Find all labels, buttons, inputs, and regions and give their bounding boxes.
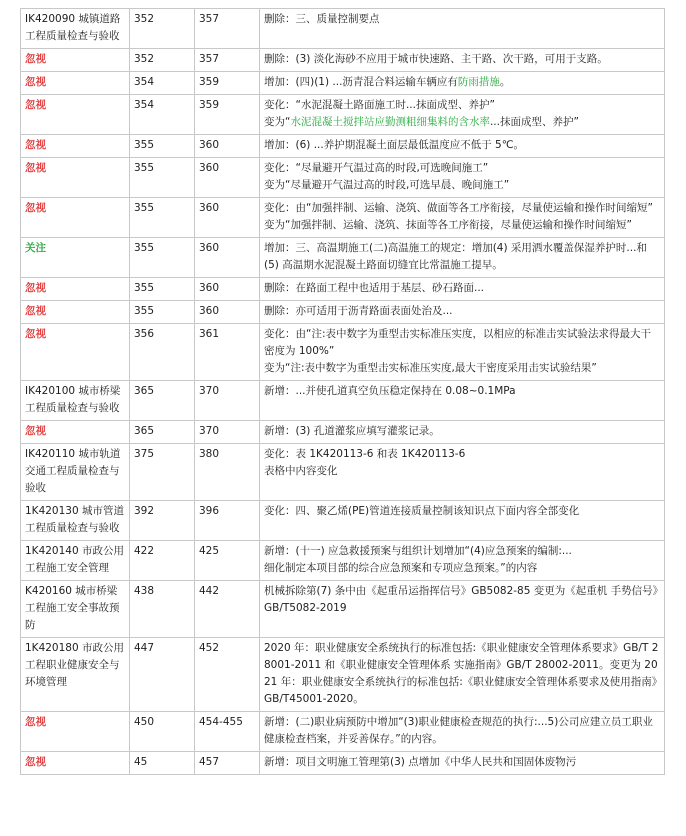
- change-description: [260, 381, 665, 421]
- table-row: [21, 581, 665, 638]
- ignore-tag: 忽视: [21, 95, 130, 135]
- table-row: [21, 238, 665, 278]
- description-text: 机械拆除第(7) 条中由《起重吊运指挥信号》GB5082-85 变更为《起重机 手势信号》GB/T5082-2019: [264, 585, 658, 614]
- description-text: 变为“: [264, 116, 291, 128]
- description-text: 新增：...并使孔道真空负压稳定保持在 0.08~0.1MPa: [264, 385, 516, 397]
- ignore-tag: 忽视: [21, 49, 130, 72]
- description-text: 表格中内容变化: [264, 465, 338, 477]
- change-description: [260, 135, 665, 158]
- description-text: 变化：“尽量避开气温过高的时段,可选晚间施工”: [264, 162, 489, 174]
- description-line: [264, 754, 660, 771]
- new-page-number: 380: [195, 444, 260, 501]
- old-page-number: 355: [130, 278, 195, 301]
- description-line: [264, 463, 660, 480]
- description-text: 新增：(十一) 应急救援预案与组织计划增加“(4)应急预案的编制:...: [264, 545, 572, 557]
- description-line: [264, 74, 660, 91]
- description-text: 变化：由“加强拌制、运输、浇筑、做面等各工序衔接，尽量使运输和操作时间缩短”: [264, 202, 653, 214]
- description-line: [264, 11, 660, 28]
- old-page-number: 356: [130, 324, 195, 381]
- description-text: 增加：(6) ...养护期混凝土面层最低温度应不低于 5℃。: [264, 139, 525, 151]
- description-text: 2020 年：职业健康安全系统执行的标准包括:《职业健康安全管理体系要求》GB/T 28001-2011 和《职业健康安全管理体系 实施指南》GB/T 28002-2011。变更为 2021 年：职业健康安全系统执行的标准包括:《职业健康安全管理体系要求及使用指南》GB/T45001-2020。: [264, 642, 659, 705]
- change-description: [260, 95, 665, 135]
- table-row: [21, 158, 665, 198]
- description-line: [264, 280, 660, 297]
- description-line: [264, 583, 660, 617]
- description-line: [264, 423, 660, 440]
- old-page-number: 438: [130, 581, 195, 638]
- section-cell: 1K420130 城市管道工程质量检查与验收: [21, 501, 130, 541]
- ignore-tag: 忽视: [21, 324, 130, 381]
- change-description: [260, 198, 665, 238]
- description-text: 删除：亦可适用于沥青路面表面处治及...: [264, 305, 453, 317]
- old-page-number: 447: [130, 638, 195, 712]
- old-page-number: 375: [130, 444, 195, 501]
- description-line: [264, 446, 660, 463]
- new-page-number: 359: [195, 72, 260, 95]
- table-row: [21, 638, 665, 712]
- description-text: 删除：(3) 淡化海砂不应用于城市快速路、主干路、次干路，可用于支路。: [264, 53, 608, 65]
- old-page-number: 365: [130, 381, 195, 421]
- description-text: 增加：(四)(1) ...沥青混合料运输车辆应有: [264, 76, 458, 88]
- change-description: [260, 72, 665, 95]
- ignore-tag: 忽视: [21, 301, 130, 324]
- ignore-tag: 忽视: [21, 158, 130, 198]
- section-cell: IK420100 城市桥梁工程质量检查与验收: [21, 381, 130, 421]
- change-description: [260, 581, 665, 638]
- change-description: [260, 158, 665, 198]
- change-description: [260, 49, 665, 72]
- new-page-number: 360: [195, 238, 260, 278]
- description-text: 变化：“水泥混凝土路面施工时...抹面成型、养护”: [264, 99, 495, 111]
- description-text: 新增：(3) 孔道灌浆应填写灌浆记录。: [264, 425, 440, 437]
- new-page-number: 360: [195, 278, 260, 301]
- description-text: 变为“加强拌制、运输、浇筑、抹面等各工序衔接，尽量使运输和操作时间缩短”: [264, 219, 632, 231]
- table-row: [21, 444, 665, 501]
- table-row: [21, 9, 665, 49]
- new-page-number: 357: [195, 9, 260, 49]
- section-cell: 1K420140 市政公用工程施工安全管理: [21, 541, 130, 581]
- description-line: [264, 160, 660, 177]
- description-text: 新增：项目文明施工管理第(3) 点增加《中华人民共和国固体废物污: [264, 756, 577, 768]
- table-row: [21, 301, 665, 324]
- description-line: [264, 326, 660, 360]
- change-description: [260, 541, 665, 581]
- description-line: [264, 200, 660, 217]
- description-line: [264, 714, 660, 748]
- old-page-number: 355: [130, 301, 195, 324]
- change-description: [260, 501, 665, 541]
- description-line: [264, 97, 660, 114]
- table-row: [21, 501, 665, 541]
- focus-tag: 关注: [21, 238, 130, 278]
- new-page-number: 425: [195, 541, 260, 581]
- ignore-tag: 忽视: [21, 752, 130, 775]
- old-page-number: 355: [130, 238, 195, 278]
- description-line: [264, 217, 660, 234]
- new-page-number: 357: [195, 49, 260, 72]
- old-page-number: 352: [130, 9, 195, 49]
- highlighted-text: 水泥混凝土搅拌站应勤测粗细集料的含水率: [290, 116, 490, 128]
- new-page-number: 396: [195, 501, 260, 541]
- old-page-number: 355: [130, 135, 195, 158]
- ignore-tag: 忽视: [21, 135, 130, 158]
- description-text: 删除：三、质量控制要点: [264, 13, 380, 25]
- new-page-number: 370: [195, 421, 260, 444]
- description-line: [264, 303, 660, 320]
- description-text: 变为“尽量避开气温过高的时段,可选早晨、晚间施工”: [264, 179, 510, 191]
- old-page-number: 355: [130, 158, 195, 198]
- new-page-number: 452: [195, 638, 260, 712]
- new-page-number: 360: [195, 135, 260, 158]
- ignore-tag: 忽视: [21, 278, 130, 301]
- section-cell: 1K420180 市政公用工程职业健康安全与环境管理: [21, 638, 130, 712]
- section-cell: K420160 城市桥梁工程施工安全事故预防: [21, 581, 130, 638]
- old-page-number: 355: [130, 198, 195, 238]
- old-page-number: 354: [130, 72, 195, 95]
- old-page-number: 392: [130, 501, 195, 541]
- description-text: 细化制定本项目部的综合应急预案和专项应急预案。”的内容: [264, 562, 538, 574]
- change-description: [260, 638, 665, 712]
- change-description: [260, 421, 665, 444]
- ignore-tag: 忽视: [21, 712, 130, 752]
- old-page-number: 354: [130, 95, 195, 135]
- old-page-number: 365: [130, 421, 195, 444]
- description-text: 删除：在路面工程中也适用于基层、砂石路面...: [264, 282, 485, 294]
- change-description: [260, 324, 665, 381]
- new-page-number: 457: [195, 752, 260, 775]
- description-line: [264, 543, 660, 560]
- table-row: [21, 72, 665, 95]
- table-row: [21, 712, 665, 752]
- description-text: 变为“注:表中数字为重型击实标准压实度,最大干密度采用击实试验结果”: [264, 362, 597, 374]
- old-page-number: 45: [130, 752, 195, 775]
- table-row: [21, 135, 665, 158]
- new-page-number: 360: [195, 158, 260, 198]
- old-page-number: 352: [130, 49, 195, 72]
- description-text: 变化：四、聚乙烯(PE)管道连接质量控制该知识点下面内容全部变化: [264, 505, 580, 517]
- description-line: [264, 383, 660, 400]
- table-row: [21, 752, 665, 775]
- table-row: [21, 49, 665, 72]
- change-description: [260, 278, 665, 301]
- change-description: [260, 238, 665, 278]
- description-line: [264, 137, 660, 154]
- textbook-changes-table: [20, 8, 665, 775]
- ignore-tag: 忽视: [21, 421, 130, 444]
- table-row: [21, 421, 665, 444]
- ignore-tag: 忽视: [21, 72, 130, 95]
- table-row: [21, 541, 665, 581]
- new-page-number: 361: [195, 324, 260, 381]
- change-description: [260, 9, 665, 49]
- description-line: [264, 51, 660, 68]
- description-text: 。: [499, 76, 511, 88]
- new-page-number: 454-455: [195, 712, 260, 752]
- description-line: [264, 114, 660, 131]
- description-line: [264, 560, 660, 577]
- table-row: [21, 198, 665, 238]
- change-description: [260, 444, 665, 501]
- description-text: 变化：由“注:表中数字为重型击实标准压实度，以相应的标准击实试验法求得最大干密度为 100%”: [264, 328, 651, 357]
- old-page-number: 422: [130, 541, 195, 581]
- description-line: [264, 503, 660, 520]
- description-text: 变化：表 1K420113-6 和表 1K420113-6: [264, 448, 466, 460]
- new-page-number: 359: [195, 95, 260, 135]
- table-body: [21, 9, 665, 775]
- old-page-number: 450: [130, 712, 195, 752]
- new-page-number: 370: [195, 381, 260, 421]
- description-line: [264, 640, 660, 708]
- highlighted-text: 防雨措施: [457, 76, 500, 88]
- description-text: 新增：(二)职业病预防中增加“(3)职业健康检查规范的执行:...5)公司应建立员工职业健康检查档案，并妥善保存。”的内容。: [264, 716, 653, 745]
- description-line: [264, 240, 660, 274]
- description-text: 增加：三、高温期施工(二)高温施工的规定：增加(4) 采用洒水覆盖保湿养护时...和(5) 高温期水泥混凝土路面切缝宜比常温施工提早。: [264, 242, 647, 271]
- change-description: [260, 301, 665, 324]
- table-row: [21, 95, 665, 135]
- table-row: [21, 381, 665, 421]
- new-page-number: 360: [195, 301, 260, 324]
- description-line: [264, 177, 660, 194]
- new-page-number: 442: [195, 581, 260, 638]
- ignore-tag: 忽视: [21, 198, 130, 238]
- change-description: [260, 752, 665, 775]
- table-row: [21, 278, 665, 301]
- section-cell: IK420090 城镇道路工程质量检查与验收: [21, 9, 130, 49]
- table-row: [21, 324, 665, 381]
- description-line: [264, 360, 660, 377]
- change-description: [260, 712, 665, 752]
- new-page-number: 360: [195, 198, 260, 238]
- description-text: ...抹面成型、养护”: [489, 116, 579, 128]
- section-cell: IK420110 城市轨道交通工程质量检查与验收: [21, 444, 130, 501]
